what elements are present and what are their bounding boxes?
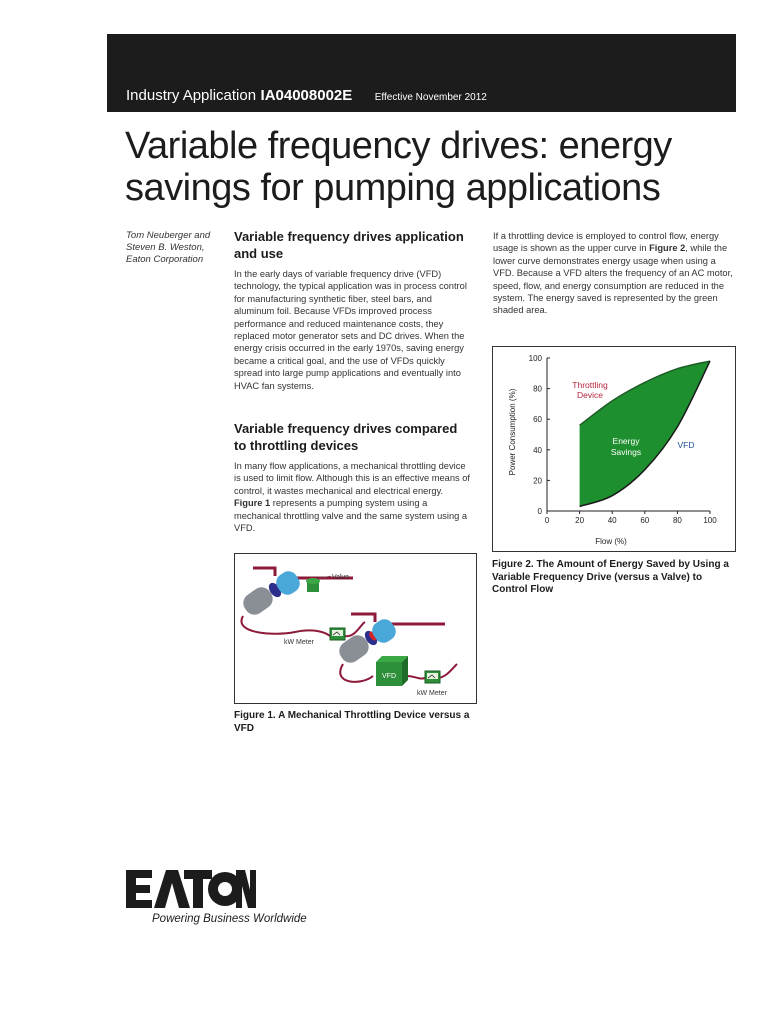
document-code: IA04008002E	[260, 87, 353, 104]
figure1-caption: Figure 1. A Mechanical Throttling Device versus a VFD	[234, 710, 470, 734]
y-tick-label: 80	[533, 384, 542, 394]
kw-meter-icon	[330, 628, 345, 640]
legend-vfd: VFD	[677, 440, 695, 450]
kw-meter-label: kW Meter	[417, 690, 447, 697]
vfd-label: VFD	[382, 673, 396, 680]
y-tick-label: 60	[533, 415, 542, 425]
effective-date: Effective November 2012	[374, 92, 487, 103]
section-heading-comparison: Variable frequency drives compared to throttling devices	[234, 421, 458, 453]
figure1-diagram	[234, 553, 477, 704]
x-axis-label: Flow (%)	[595, 537, 627, 546]
section-heading-application: Variable frequency drives application and use	[234, 229, 464, 261]
y-tick-label: 100	[528, 354, 542, 363]
figure-reference: Figure 1	[234, 498, 271, 509]
valve-label: Valve	[332, 574, 349, 581]
section-body-comparison	[234, 460, 470, 534]
figure2-caption: Figure 2. The Amount of Energy Saved by Using a Variable Frequency Drive (versus a Valve) to Control Flow	[492, 559, 729, 595]
header-line	[126, 87, 487, 105]
body-text: represents a pumping system using a mechanical throttling valve and the same system using a VFD.	[234, 498, 468, 534]
figure-reference: Figure 2	[649, 243, 686, 254]
figure2-chart	[492, 346, 736, 552]
x-tick-label: 0	[544, 516, 550, 525]
savings-label-2: Savings	[610, 447, 642, 457]
eaton-logo	[126, 870, 256, 908]
y-axis-label: Power Consumption (%)	[508, 388, 517, 476]
y-tick-label: 20	[533, 476, 542, 486]
body-text: If a throttling device is employed to control flow, energy usage is shown as the upper curve in	[493, 231, 719, 254]
page-title: Variable frequency drives: energy savings for pumping applications	[125, 125, 672, 209]
tagline: Powering Business Worldwide	[152, 913, 307, 925]
body-text: , while the lower curve demonstrates energy usage when using a VFD. Because a VFD alters the frequency of an AC motor, speed, flow, and energy consumption are reduced in the system. The energy saved is represented by the green shaded area.	[493, 243, 733, 316]
series-label: Industry Application	[126, 87, 257, 104]
kw-meter-icon	[425, 671, 440, 683]
valve-icon	[306, 578, 320, 592]
vfd-box-icon	[376, 656, 408, 686]
x-ticks	[545, 511, 717, 525]
column3-body	[493, 230, 733, 317]
savings-label-1: Energy	[612, 436, 640, 446]
y-tick-label: 0	[537, 507, 542, 516]
kw-meter-label: kW Meter	[284, 639, 314, 646]
legend-throttling-1: Throttling Device	[572, 380, 608, 400]
authors: Tom Neuberger and Steven B. Weston, Eaton Corporation	[126, 230, 211, 265]
x-tick-label: 20	[575, 516, 585, 525]
figure1-svg	[235, 554, 476, 703]
x-tick-label: 80	[672, 516, 682, 525]
x-tick-label: 100	[703, 516, 717, 525]
y-tick-label: 40	[533, 445, 542, 455]
section-body-application: In the early days of variable frequency drive (VFD) technology, the typical application was in process control for manufacturing synthetic fiber, steel bars, and aluminum foil. Because VFDs improved process performance and reduced maintenance costs, they replaced motor generator sets and DC drives. When the energy crisis occurred in the early 1970s, saving energy became a critical goal, and the use of VFDs quickly spread into large pump applications and eventually into HVAC fan systems.	[234, 269, 467, 391]
energy-chart-svg	[493, 347, 735, 551]
pump-system-vfd	[335, 614, 457, 686]
x-tick-label: 60	[640, 516, 650, 525]
body-text: In many flow applications, a mechanical throttling device is used to limit flow. Although this is an effective means of control, it wastes mechanical and electrical energy.	[234, 461, 470, 496]
x-tick-label: 40	[607, 516, 617, 525]
